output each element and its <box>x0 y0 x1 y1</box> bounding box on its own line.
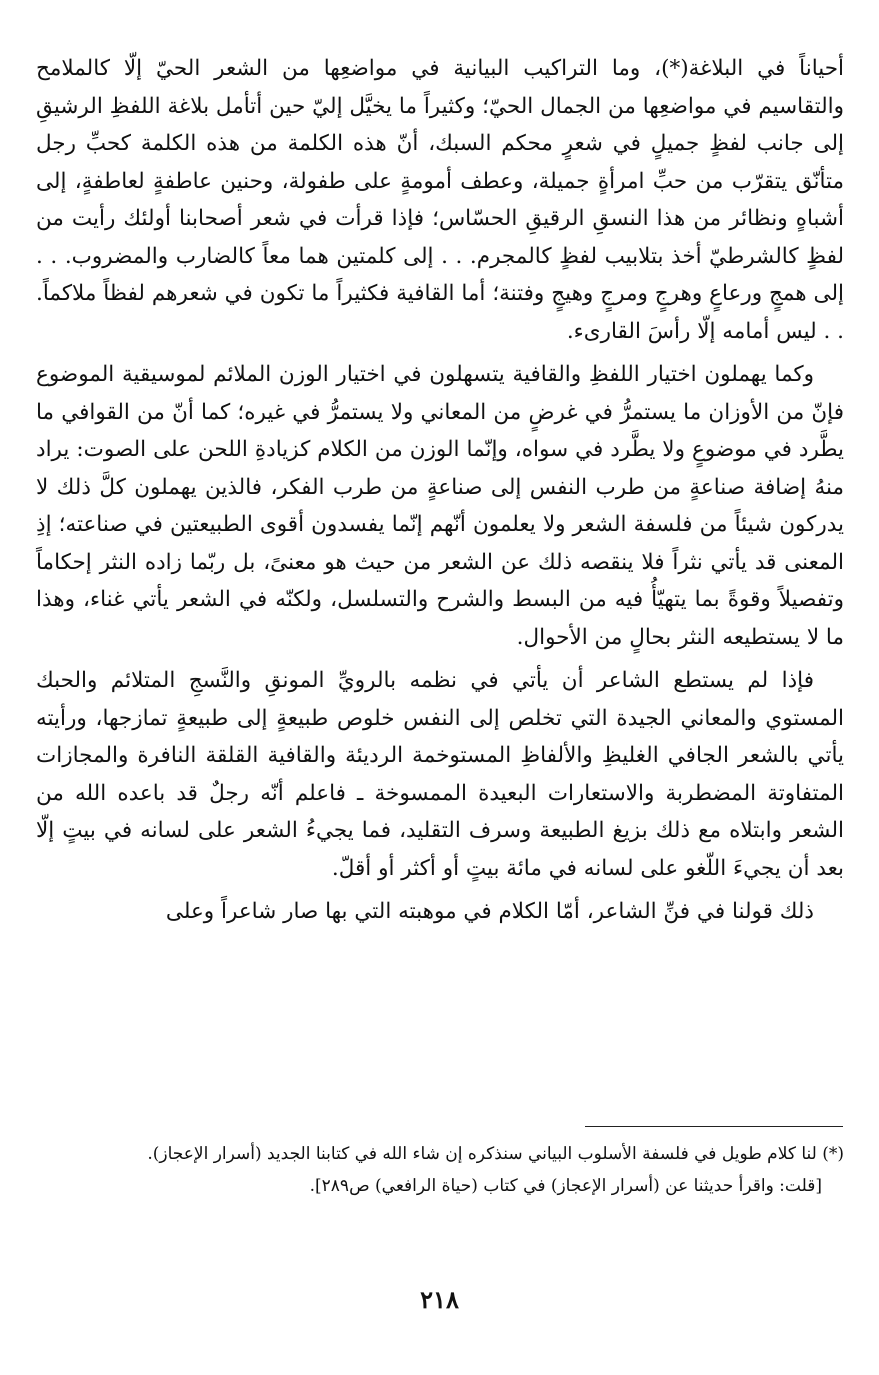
editor-note: [قلت: واقرأ حديثنا عن (أسرار الإعجاز) في كتاب (حياة الرافعي) ص٢٨٩]. <box>309 1176 822 1196</box>
paragraph-1: أحياناً في البلاغة(*)، وما التراكيب البيانية في مواضعِها من الشعر الحيّ إلّا كالملامح والتقاسيم في مواضعِها من الجمال الحيّ؛ وكثيراً ما يخيَّل إليّ حين أتأمل بلاغة اللفظِ الرشيقِ إلى جانب لفظٍ جميلٍ في شعرٍ محكم السبك، أنّ هذه الكلمة من هذه الكلمة كحبِّ رجل متأنّق يتقرّب من حبِّ امرأةٍ جميلة، وعطف أمومةٍ على طفولة، وحنين عاطفةٍ لعاطفةٍ، إلى أشباهٍ ونظائر من هذا النسقِ الرقيقِ الحسّاس؛ فإذا قرأت في شعر أصحابنا أولئك رأيت من لفظٍ كالشرطيّ أخذ بتلابيب لفظٍ كالمجرم. . . إلى كلمتين هما معاً كالضارب والمضروب. . . إلى همجٍ ورعاعٍ وهرجٍ ومرجٍ وهيجٍ وفتنة؛ أما القافية فكثيراً ما تكون في شعرهم لفظاً ملاكماً. . . ليس أمامه إلّا رأسَ القارىء. <box>36 56 844 344</box>
footnote-separator <box>585 1126 843 1127</box>
main-text <box>36 50 844 931</box>
footnotes <box>36 1138 844 1202</box>
page-number: ٢١٨ <box>420 1285 459 1314</box>
paragraph-2: وكما يهملون اختيار اللفظِ والقافية يتسهلون في اختيار الوزن الملائم لموسيقية الموضوع فإنّ من الأوزان ما يستمرُّ في غرضٍ من المعاني ولا يستمرُّ في غيره؛ كما أنّ من القوافي ما يطَّرد في موضوعٍ ولا يطَّرد في سواه، وإنّما الوزن من الكلام كزيادةِ اللحن على الصوت: يراد منهُ إضافة صناعةٍ من طرب النفس إلى صناعةٍ من طرب الفكر، فالذين يهملون كلَّ ذلك لا يدركون شيئاً من فلسفة الشعر ولا يعلمون أنّهم إنّما يفسدون أقوى الطبيعتين في صناعته؛ إذِ المعنى قد يأتي نثراً فلا ينقصه ذلك عن الشعر من حيث هو معنىً، بل ربّما زاده النثر إحكاماً وتفصيلاً وقوةً بما يتهيّأُ فيه من البسط والشرح والتسلسل، ولكنّه في الشعر يأتي غناء، وهذا ما لا يستطيعه النثر بحالٍ من الأحوال. <box>36 362 844 650</box>
paragraph-3: فإذا لم يستطع الشاعر أن يأتي في نظمه بالرويِّ المونقِ والنَّسجِ المتلائم والحبك المستوي والمعاني الجيدة التي تخلص إلى النفس خلوص طبيعةٍ إلى طبيعةٍ تمازجها، ورأيته يأتي بالشعر الجافي الغليظِ والألفاظِ المستوخمة الرديئة والقافية القلقة النافرة والمجازات المتفاوتة المضطربة والاستعارات البعيدة الممسوخة ـ فاعلم أنّه رجلٌ قد باعده الله من الشعر وابتلاه مع ذلك بزيغ الطبيعة وسرف التقليد، فما يجيءُ الشعر على لسانه في بيتٍ إلّا بعد أن يجيءَ اللّغو على لسانه في مائة بيتٍ أو أكثر أو أقلّ. <box>36 668 844 881</box>
paragraph-4: ذلك قولنا في فنِّ الشاعر، أمّا الكلام في موهبته التي بها صار شاعراً وعلى <box>165 899 814 924</box>
footnote-asterisk: (*) لنا كلام طويل في فلسفة الأسلوب البياني سنذكره إن شاء الله في كتابنا الجديد (أسرار الإعجاز). <box>147 1144 844 1164</box>
